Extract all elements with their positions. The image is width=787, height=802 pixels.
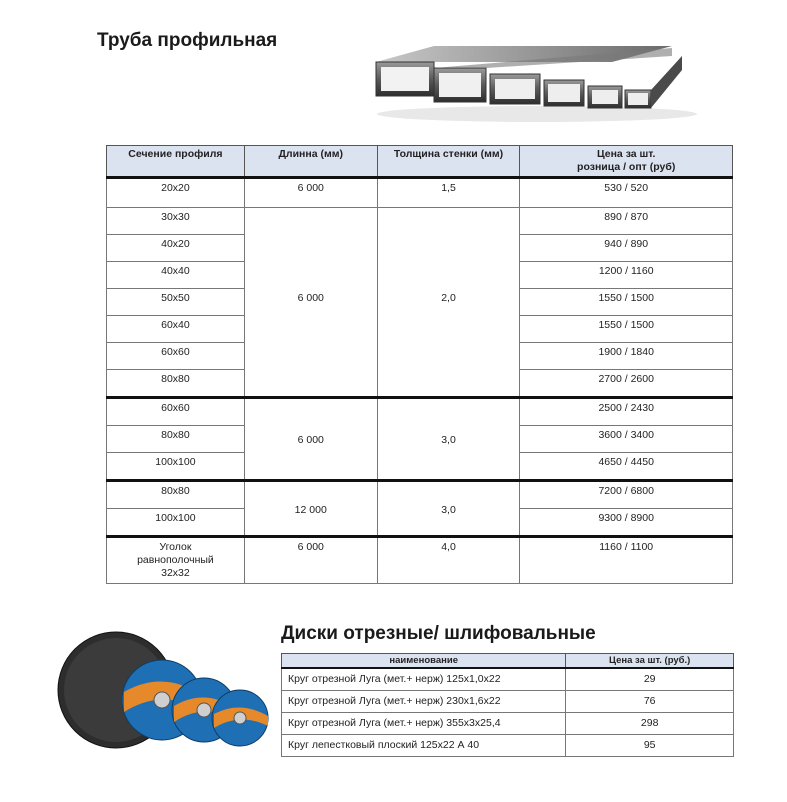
table-row xyxy=(282,668,734,691)
pipe-price-table xyxy=(106,145,733,584)
length-cell: 12 000 xyxy=(244,481,377,537)
disc-name-cell: Круг отрезной Луга (мет.+ нерж) 230х1,6х22 xyxy=(282,691,566,713)
col-header-length: Длинна (мм) xyxy=(244,146,377,178)
section-cell: 60х40 xyxy=(107,316,245,343)
table-row xyxy=(282,691,734,713)
table-row xyxy=(282,735,734,757)
section-cell: 30х30 xyxy=(107,208,245,235)
section-cell: 50х50 xyxy=(107,289,245,316)
thickness-cell: 3,0 xyxy=(377,481,520,537)
price-cell: 940 / 890 xyxy=(520,235,733,262)
price-cell: 3600 / 3400 xyxy=(520,426,733,453)
disc-price-cell: 95 xyxy=(566,735,734,757)
thickness-cell: 2,0 xyxy=(377,208,520,398)
disc-section-title: Диски отрезные/ шлифовальные xyxy=(281,623,596,644)
section-cell: 100х100 xyxy=(107,509,245,537)
disc-table-header xyxy=(282,654,734,669)
thickness-cell: 1,5 xyxy=(377,178,520,208)
section-cell: 40х20 xyxy=(107,235,245,262)
thickness-cell: 4,0 xyxy=(377,537,520,584)
length-cell: 6 000 xyxy=(244,208,377,398)
disc-name-cell: Круг лепестковый плоский 125х22 А 40 xyxy=(282,735,566,757)
col-header-thickness: Толщина стенки (мм) xyxy=(377,146,520,178)
price-cell: 1900 / 1840 xyxy=(520,343,733,370)
col-header-disc-price: Цена за шт. (руб.) xyxy=(566,654,734,669)
section-cell: 20х20 xyxy=(107,178,245,208)
section-cell: 60х60 xyxy=(107,398,245,426)
table-row xyxy=(107,398,733,426)
disc-price-cell: 76 xyxy=(566,691,734,713)
disc-price-cell: 29 xyxy=(566,668,734,691)
table-row xyxy=(282,713,734,735)
thickness-cell: 3,0 xyxy=(377,398,520,481)
price-cell: 1550 / 1500 xyxy=(520,316,733,343)
length-cell: 6 000 xyxy=(244,398,377,481)
disc-name-cell: Круг отрезной Луга (мет.+ нерж) 355х3х25,4 xyxy=(282,713,566,735)
price-cell: 1200 / 1160 xyxy=(520,262,733,289)
pipe-section-title: Труба профильная xyxy=(97,30,278,51)
length-cell: 6 000 xyxy=(244,537,377,584)
price-cell: 2500 / 2430 xyxy=(520,398,733,426)
cutting-discs-image xyxy=(54,622,274,752)
section-cell: 60х60 xyxy=(107,343,245,370)
section-cell: 100х100 xyxy=(107,453,245,481)
price-cell: 9300 / 8900 xyxy=(520,509,733,537)
section-cell: Уголок равнополочный 32х32 xyxy=(107,537,245,584)
table-row xyxy=(107,208,733,235)
col-header-name: наименование xyxy=(282,654,566,669)
table-row xyxy=(107,178,733,208)
section-cell: 40х40 xyxy=(107,262,245,289)
col-header-section: Сечение профиля xyxy=(107,146,245,178)
pipe-table-header xyxy=(107,146,733,178)
price-cell: 1550 / 1500 xyxy=(520,289,733,316)
col-header-price: Цена за шт. розница / опт (руб) xyxy=(520,146,733,178)
price-cell: 890 / 870 xyxy=(520,208,733,235)
section-cell: 80х80 xyxy=(107,370,245,398)
table-row xyxy=(107,481,733,509)
price-cell: 7200 / 6800 xyxy=(520,481,733,509)
section-cell: 80х80 xyxy=(107,481,245,509)
disc-price-cell: 298 xyxy=(566,713,734,735)
profile-pipes-image xyxy=(372,34,702,124)
section-cell: 80х80 xyxy=(107,426,245,453)
price-cell: 4650 / 4450 xyxy=(520,453,733,481)
disc-price-table xyxy=(281,653,734,757)
price-cell: 530 / 520 xyxy=(520,178,733,208)
price-cell: 2700 / 2600 xyxy=(520,370,733,398)
price-cell: 1160 / 1100 xyxy=(520,537,733,584)
table-row xyxy=(107,537,733,584)
length-cell: 6 000 xyxy=(244,178,377,208)
disc-name-cell: Круг отрезной Луга (мет.+ нерж) 125х1,0х22 xyxy=(282,668,566,691)
